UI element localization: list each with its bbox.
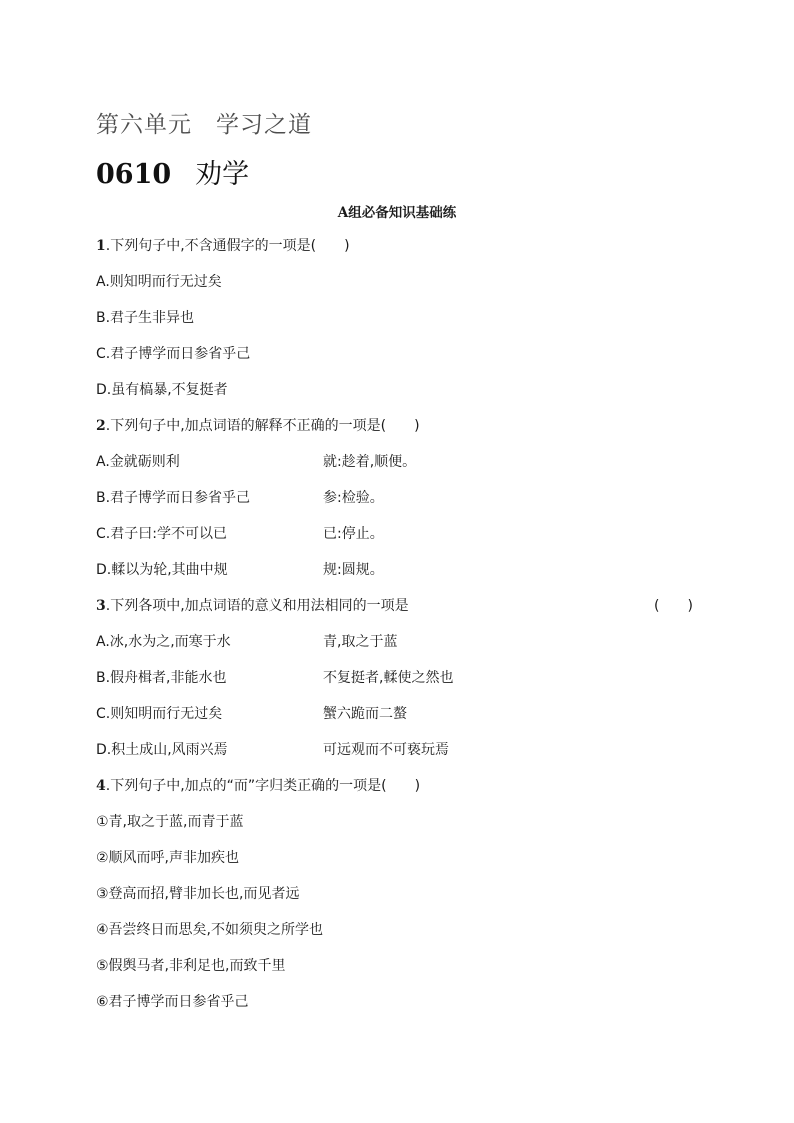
question-2-option-b <box>96 488 384 508</box>
question-1-option-d: D.虽有槁暴,不复挺者 <box>96 382 228 398</box>
question-4-stem <box>96 776 420 796</box>
question-4-item-1: ①青,取之于蓝,而青于蓝 <box>96 814 244 830</box>
lesson-name: 劝学 <box>195 159 250 190</box>
option-text: A.冰,水为之,而寒于水 <box>96 634 231 650</box>
option-text: A.金就砺则利 <box>96 454 180 470</box>
question-4-item-4: ④吾尝终日而思矣,不如须臾之所学也 <box>96 922 324 938</box>
question-number: 2 <box>96 418 106 434</box>
question-3-stem <box>96 596 693 616</box>
option-compare: 不复挺者,輮使之然也 <box>323 670 454 686</box>
question-text: .下列各项中,加点词语的意义和用法相同的一项是 <box>105 598 409 614</box>
question-3-option-a <box>96 632 398 652</box>
question-1-option-b: B.君子生非异也 <box>96 310 195 326</box>
option-explanation: 就:趁着,顺便。 <box>323 454 417 470</box>
question-2-option-a <box>96 452 417 472</box>
option-explanation: 已:停止。 <box>323 526 384 542</box>
question-2-option-d <box>96 560 384 580</box>
question-1-stem <box>96 236 350 256</box>
question-2-stem <box>96 416 420 436</box>
question-4-item-5: ⑤假舆马者,非利足也,而致千里 <box>96 958 286 974</box>
question-number: 1 <box>96 238 106 254</box>
question-3-option-b <box>96 668 454 688</box>
question-4-item-6: ⑥君子博学而日参省乎己 <box>96 994 249 1010</box>
lesson-number: 0610 <box>96 159 172 190</box>
close-paren: ) <box>344 238 350 254</box>
lesson-title <box>96 152 249 191</box>
question-3-option-d <box>96 740 449 760</box>
question-2-option-c <box>96 524 384 544</box>
close-paren: ) <box>414 418 420 434</box>
question-number: 4 <box>96 778 106 794</box>
option-text: D.积土成山,风雨兴焉 <box>96 742 228 758</box>
question-3-option-c <box>96 704 407 724</box>
question-1-option-a: A.则知明而行无过矣 <box>96 274 222 290</box>
option-text: C.君子曰:学不可以已 <box>96 526 227 542</box>
option-text: B.君子博学而日参省乎己 <box>96 490 251 506</box>
option-text: C.则知明而行无过矣 <box>96 706 223 722</box>
option-explanation: 规:圆规。 <box>323 562 384 578</box>
question-text: .下列句子中,加点词语的解释不正确的一项是( <box>105 418 387 434</box>
question-text: .下列句子中,加点的“而”字归类正确的一项是( <box>105 778 387 794</box>
option-compare: 青,取之于蓝 <box>323 634 398 650</box>
question-number: 3 <box>96 598 106 614</box>
option-compare: 可远观而不可亵玩焉 <box>323 742 449 758</box>
close-paren: ) <box>414 778 421 794</box>
option-text: D.輮以为轮,其曲中规 <box>96 562 228 578</box>
question-4-item-2: ②顺风而呼,声非加疾也 <box>96 850 240 866</box>
option-compare: 蟹六跪而二螯 <box>323 706 407 722</box>
question-4-item-3: ③登高而招,臂非加长也,而见者远 <box>96 886 300 902</box>
unit-title: 第六单元 学习之道 <box>96 112 312 138</box>
question-1-option-c: C.君子博学而日参省乎己 <box>96 346 251 362</box>
option-explanation: 参:检验。 <box>323 490 384 506</box>
section-title: A组必备知识基础练 <box>337 205 457 221</box>
answer-paren: ( ) <box>654 598 693 614</box>
question-text: .下列句子中,不含通假字的一项是( <box>105 238 317 254</box>
option-text: B.假舟楫者,非能水也 <box>96 670 227 686</box>
